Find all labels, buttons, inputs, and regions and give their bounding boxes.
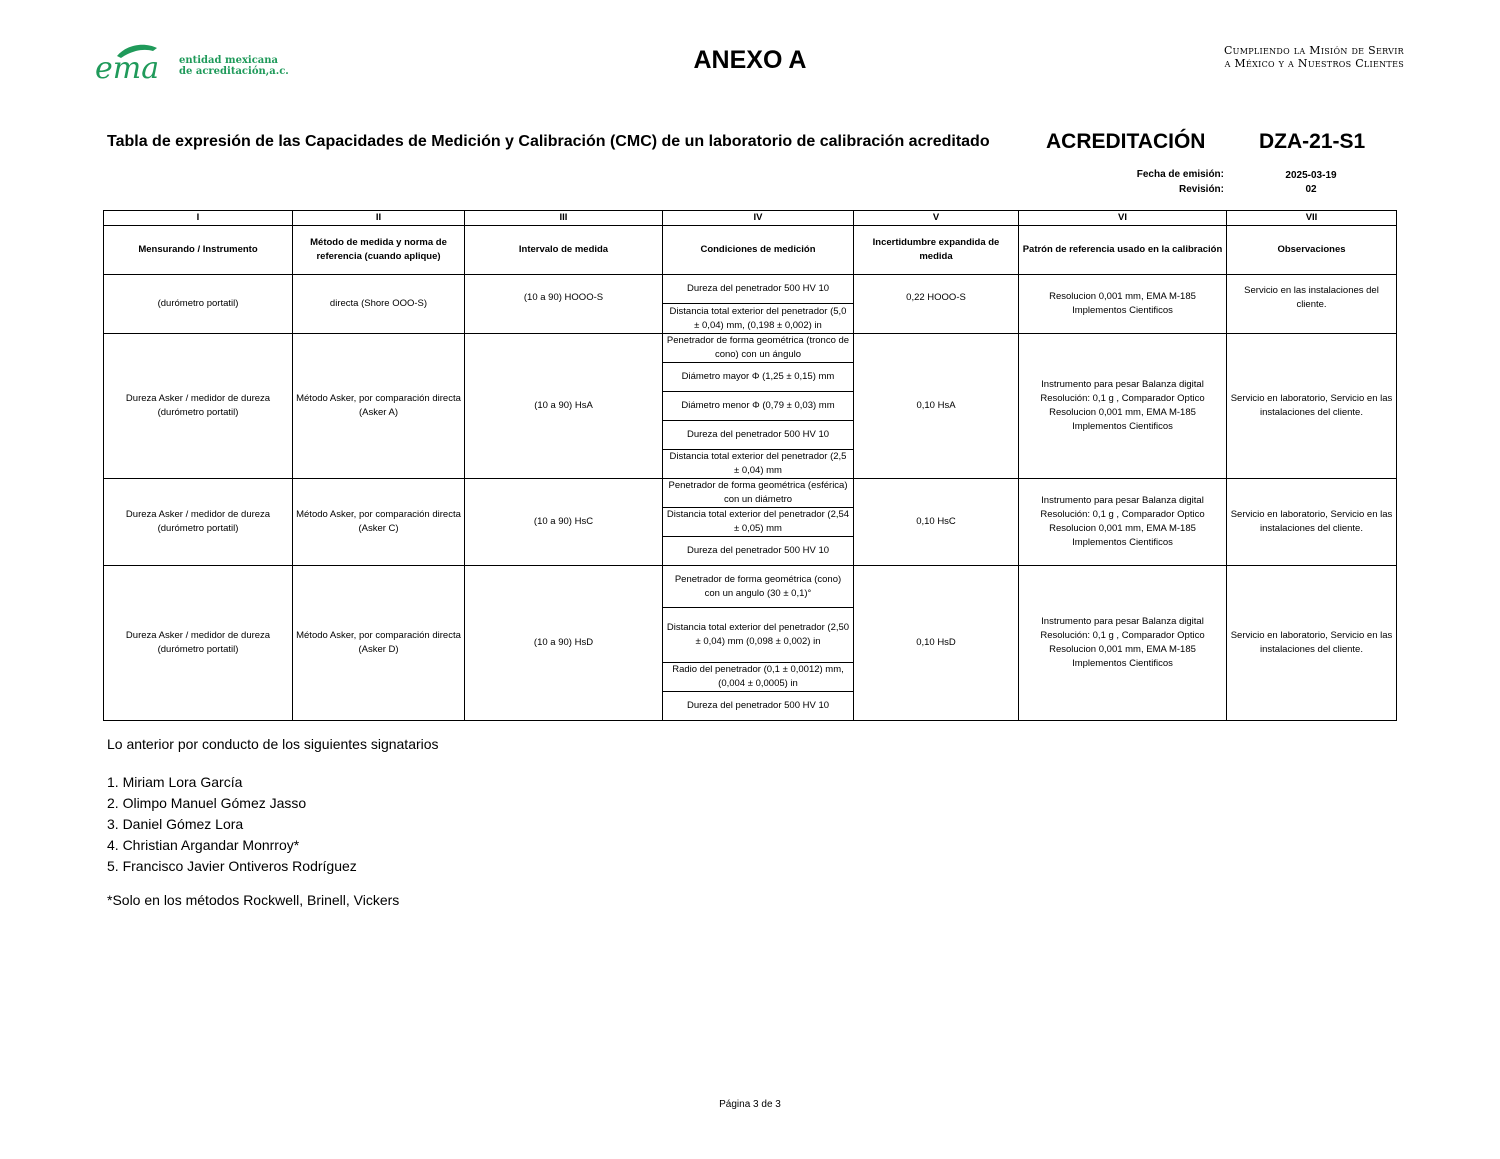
cell-observations bbox=[1227, 275, 1397, 334]
column-header: Observaciones bbox=[1227, 226, 1397, 275]
signatories-list bbox=[107, 772, 357, 877]
accreditation-label: ACREDITACIÓN bbox=[1046, 130, 1206, 153]
cell-uncertainty: 0,10 HsA bbox=[854, 334, 1019, 479]
column-header: Mensurando / Instrumento bbox=[104, 226, 293, 275]
roman-header-row bbox=[104, 211, 1397, 226]
col-roman: I bbox=[104, 211, 293, 226]
cell-uncertainty: 0,10 HsD bbox=[854, 566, 1019, 721]
cell-uncertainty: 0,10 HsC bbox=[854, 479, 1019, 566]
cell-condition: Penetrador de forma geométrica (tronco de cono) con un ángulo bbox=[663, 334, 854, 363]
table-row-continued bbox=[104, 275, 1397, 304]
cell-condition: Radio del penetrador (0,1 ± 0,0012) mm, (0,004 ± 0,0005) in bbox=[663, 663, 854, 692]
cell-standard: Instrumento para pesar Balanza digital Resolución: 0,1 g , Comparador Optico Resolucion 0,001 mm, EMA M-185 Implementos Cientificos bbox=[1019, 566, 1227, 721]
cell-condition: Diámetro mayor Φ (1,25 ± 0,15) mm bbox=[663, 363, 854, 392]
cell-method: Método Asker, por comparación directa (Asker A) bbox=[293, 334, 465, 479]
slogan-line-1: Cumpliendo la Misión de Servir bbox=[1223, 44, 1404, 57]
col-roman: II bbox=[293, 211, 465, 226]
cell-interval: (10 a 90) HsA bbox=[465, 334, 663, 479]
cell-condition: Dureza del penetrador 500 HV 10 bbox=[663, 421, 854, 450]
cell-interval: (10 a 90) HsC bbox=[465, 479, 663, 566]
revision-label: Revisión: bbox=[1178, 184, 1224, 195]
cell-standard bbox=[1019, 275, 1227, 334]
logo-line-2: de acreditación,a.c. bbox=[179, 66, 289, 77]
document-title: Tabla de expresión de las Capacidades de Medición y Calibración (CMC) de un laboratorio de calibración acreditado bbox=[107, 133, 990, 150]
cell-method: Método Asker, por comparación directa (Asker D) bbox=[293, 566, 465, 721]
cell-interval bbox=[465, 275, 663, 334]
col-roman: VI bbox=[1019, 211, 1227, 226]
accreditation-code: DZA-21-S1 bbox=[1259, 130, 1366, 153]
cell-observations: Servicio en laboratorio, Servicio en las instalaciones del cliente. bbox=[1227, 566, 1397, 721]
cell-condition: Distancia total exterior del penetrador (2,50 ± 0,04) mm (0,098 ± 0,002) in bbox=[663, 608, 854, 663]
cell-condition: Distancia total exterior del penetrador (2,5 ± 0,04) mm bbox=[663, 450, 854, 479]
column-header: Condiciones de medición bbox=[663, 226, 854, 275]
cell-condition: Penetrador de forma geométrica (cono) con un angulo (30 ± 0,1)° bbox=[663, 566, 854, 608]
cell-text: (durómetro portatil) bbox=[157, 298, 239, 309]
col-roman: VII bbox=[1227, 211, 1397, 226]
cell-text: (10 a 90) HOOO-S bbox=[523, 292, 604, 303]
column-header: Intervalo de medida bbox=[465, 226, 663, 275]
logo-line-1: entidad mexicana bbox=[179, 55, 279, 66]
annex-title: ANEXO A bbox=[693, 46, 807, 74]
logo-mark: ema bbox=[95, 51, 160, 82]
revision: 02 bbox=[1305, 184, 1317, 195]
cell-text: Servicio en las instalaciones del cliente. bbox=[1244, 285, 1379, 310]
cell-standard: Instrumento para pesar Balanza digital Resolución: 0,1 g , Comparador Optico Resolucion 0,001 mm, EMA M-185 Implementos Cientificos bbox=[1019, 334, 1227, 479]
issue-date-label: Fecha de emisión: bbox=[1136, 169, 1224, 180]
list-item: 2. Olimpo Manuel Gómez Jasso bbox=[107, 795, 307, 811]
cell-text: 0,22 HOOO-S bbox=[906, 292, 966, 303]
cell-measurand: Dureza Asker / medidor de dureza (durómetro portatil) bbox=[104, 566, 293, 721]
cell-measurand bbox=[104, 275, 293, 334]
cell-condition: Distancia total exterior del penetrador (2,54 ± 0,05) mm bbox=[663, 508, 854, 537]
cell-observations: Servicio en laboratorio, Servicio en las instalaciones del cliente. bbox=[1227, 479, 1397, 566]
column-header: Patrón de referencia usado en la calibración bbox=[1019, 226, 1227, 275]
cell-text: Resolucion 0,001 mm, EMA M-185 Implementos Cientificos bbox=[1049, 291, 1196, 316]
cell-measurand: Dureza Asker / medidor de dureza (durómetro portatil) bbox=[104, 479, 293, 566]
issue-date: 2025-03-19 bbox=[1285, 170, 1337, 181]
column-header-row bbox=[104, 226, 1397, 275]
cell-standard: Instrumento para pesar Balanza digital Resolución: 0,1 g , Comparador Optico Resolucion 0,001 mm, EMA M-185 Implementos Cientificos bbox=[1019, 479, 1227, 566]
signatories-intro: Lo anterior por conducto de los siguientes signatarios bbox=[107, 736, 439, 752]
list-item: 4. Christian Argandar Monrroy* bbox=[107, 837, 300, 853]
footnote: *Solo en los métodos Rockwell, Brinell, Vickers bbox=[107, 892, 400, 908]
list-item: 3. Daniel Gómez Lora bbox=[107, 816, 244, 832]
col-roman: III bbox=[465, 211, 663, 226]
table-row bbox=[104, 479, 1397, 508]
cell-method: Método Asker, por comparación directa (Asker C) bbox=[293, 479, 465, 566]
cell-condition: Dureza del penetrador 500 HV 10 bbox=[663, 275, 854, 304]
cell-interval: (10 a 90) HsD bbox=[465, 566, 663, 721]
cmc-table bbox=[103, 210, 1397, 721]
cell-observations: Servicio en laboratorio, Servicio en las instalaciones del cliente. bbox=[1227, 334, 1397, 479]
cell-condition: Penetrador de forma geométrica (esférica) con un diámetro bbox=[663, 479, 854, 508]
col-roman: IV bbox=[663, 211, 854, 226]
page-number: Página 3 de 3 bbox=[719, 1099, 781, 1110]
cell-text: directa (Shore OOO-S) bbox=[329, 298, 428, 309]
cell-condition: Distancia total exterior del penetrador (5,0 ± 0,04) mm, (0,198 ± 0,002) in bbox=[663, 304, 854, 334]
slogan bbox=[1224, 44, 1404, 70]
list-item: 5. Francisco Javier Ontiveros Rodríguez bbox=[107, 858, 357, 874]
table-row bbox=[104, 334, 1397, 363]
cell-condition: Dureza del penetrador 500 HV 10 bbox=[663, 537, 854, 566]
column-header: Incertidumbre expandida de medida bbox=[854, 226, 1019, 275]
cell-measurand: Dureza Asker / medidor de dureza (durómetro portatil) bbox=[104, 334, 293, 479]
col-roman: V bbox=[854, 211, 1019, 226]
table-row bbox=[104, 566, 1397, 608]
slogan-line-2: a México y a Nuestros Clientes bbox=[1224, 57, 1404, 70]
column-header: Método de medida y norma de referencia (cuando aplique) bbox=[293, 226, 465, 275]
cell-uncertainty bbox=[854, 275, 1019, 334]
list-item: 1. Miriam Lora García bbox=[107, 774, 243, 790]
cell-condition: Dureza del penetrador 500 HV 10 bbox=[663, 692, 854, 721]
cell-condition: Diámetro menor Φ (0,79 ± 0,03) mm bbox=[663, 392, 854, 421]
cell-method bbox=[293, 275, 465, 334]
